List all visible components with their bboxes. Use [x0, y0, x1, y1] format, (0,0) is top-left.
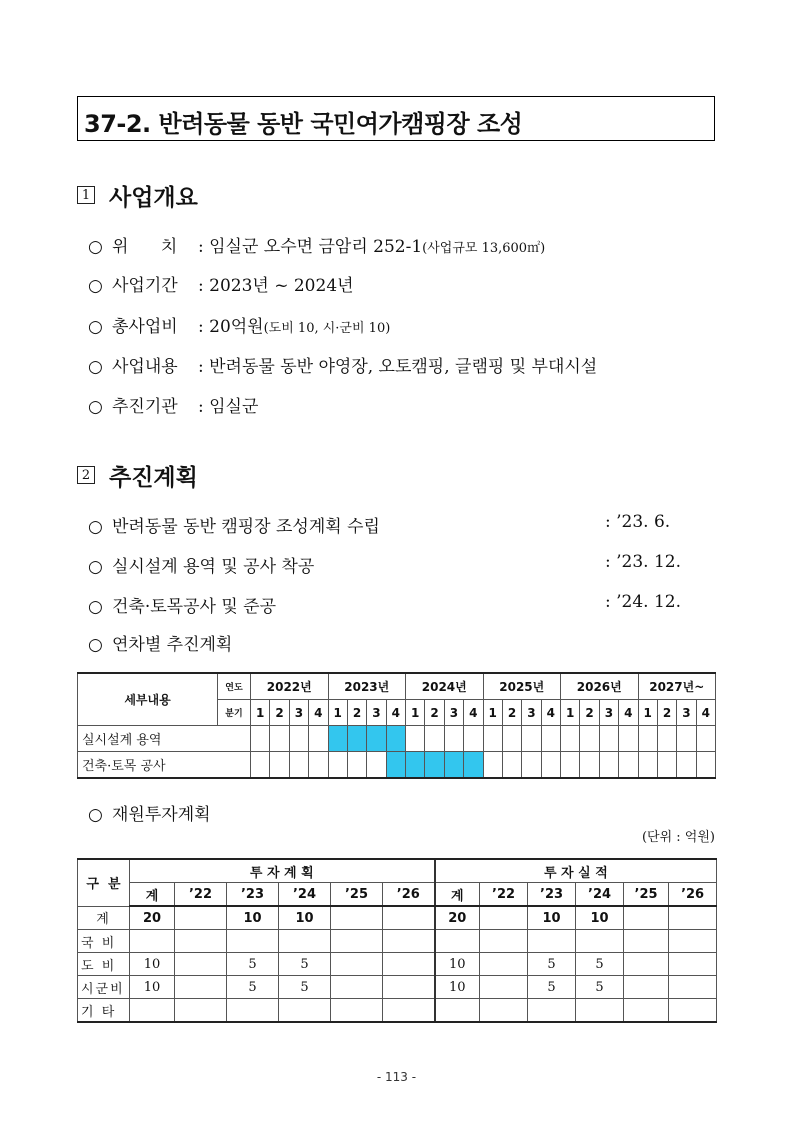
invest-cell [480, 930, 528, 953]
invest-cell [624, 999, 669, 1023]
invest-cell: 10 [435, 976, 480, 999]
invest-cell [480, 999, 528, 1023]
gantt-cell [696, 726, 715, 752]
invest-cell [624, 953, 669, 976]
gantt-cell [289, 726, 308, 752]
gantt-quarter: 1 [638, 700, 657, 726]
bullet-circle-icon: ○ [88, 276, 103, 296]
schedule-text: 실시설계 용역 및 공사 착공 [112, 557, 315, 577]
invest-row-label: 기 타 [78, 999, 130, 1023]
gantt-year: 2024년 [406, 673, 484, 700]
gantt-cell-filled [444, 752, 463, 779]
item-value: : 임실군 [198, 397, 259, 417]
item-value: : 2023년 ~ 2024년 [198, 276, 354, 296]
gantt-task-row [78, 726, 716, 752]
gantt-cell [561, 726, 580, 752]
item-value: : 20억원 [198, 317, 264, 337]
invest-cell: 5 [279, 976, 331, 999]
gantt-cell [677, 726, 696, 752]
gantt-quarter: 1 [561, 700, 580, 726]
schedule-item [88, 592, 276, 617]
invest-cell: 20 [435, 906, 480, 930]
invest-col-label: 구 분 [78, 859, 130, 906]
invest-cell: 20 [130, 906, 175, 930]
invest-cell [130, 999, 175, 1023]
schedule-item [88, 512, 380, 537]
schedule-item [88, 552, 314, 577]
gantt-quarter: 3 [367, 700, 386, 726]
gantt-cell [309, 752, 328, 779]
item-value: : 임실군 오수면 금암리 252-1 [198, 237, 423, 257]
invest-subheader: ’25 [331, 883, 383, 907]
gantt-cell [561, 752, 580, 779]
item-key: 위 치 [112, 237, 178, 257]
gantt-cell [696, 752, 715, 779]
schedule-date: : ’23. 12. [605, 552, 682, 572]
invest-cell [624, 930, 669, 953]
gantt-cell [522, 752, 541, 779]
gantt-quarter: 3 [677, 700, 696, 726]
schedule-date: : ’23. 6. [605, 512, 671, 532]
gantt-year: 2022년 [251, 673, 329, 700]
gantt-cell [483, 726, 502, 752]
invest-cell [624, 976, 669, 999]
gantt-cell-filled [425, 752, 444, 779]
gantt-quarter: 4 [696, 700, 715, 726]
gantt-cell-filled [367, 726, 386, 752]
invest-subheader: ’22 [175, 883, 227, 907]
gantt-cell [541, 752, 560, 779]
section-2-heading [77, 460, 198, 490]
yearly-plan-text: 연차별 추진계획 [112, 635, 233, 655]
gantt-cell [425, 726, 444, 752]
invest-cell [279, 999, 331, 1023]
invest-cell [576, 930, 624, 953]
invest-cell: 10 [435, 953, 480, 976]
invest-cell [383, 930, 435, 953]
section-1-number: 1 [77, 186, 95, 204]
invest-cell [669, 906, 717, 930]
bullet-circle-icon: ○ [88, 237, 103, 257]
gantt-quarter: 1 [406, 700, 425, 726]
gantt-quarter: 1 [328, 700, 347, 726]
item-key: 추진기관 [112, 397, 178, 417]
invest-cell [480, 953, 528, 976]
invest-cell [331, 906, 383, 930]
bullet-circle-icon: ○ [88, 557, 103, 577]
invest-row-label: 계 [78, 906, 130, 930]
gantt-cell-filled [328, 726, 347, 752]
investment-table [77, 858, 717, 1023]
gantt-quarter-label: 분기 [218, 700, 251, 726]
overview-item-agency [88, 392, 258, 417]
gantt-quarter: 2 [657, 700, 676, 726]
schedule-text: 반려동물 동반 캠핑장 조성계획 수립 [112, 517, 380, 537]
overview-item-content [88, 352, 597, 377]
invest-cell: 5 [528, 976, 576, 999]
invest-cell [669, 953, 717, 976]
gantt-quarter: 3 [522, 700, 541, 726]
invest-cell: 10 [227, 906, 279, 930]
bullet-circle-icon: ○ [88, 597, 103, 617]
invest-cell: 5 [576, 953, 624, 976]
gantt-quarter: 4 [541, 700, 560, 726]
invest-cell: 5 [227, 953, 279, 976]
gantt-cell [599, 726, 618, 752]
invest-row [78, 930, 717, 953]
gantt-year-row [78, 673, 716, 700]
invest-subheader: ’24 [279, 883, 331, 907]
gantt-cell [638, 752, 657, 779]
gantt-col-label: 세부내용 [78, 673, 218, 726]
section-1-title: 사업개요 [109, 184, 198, 211]
gantt-cell [657, 752, 676, 779]
invest-row [78, 953, 717, 976]
gantt-quarter: 2 [425, 700, 444, 726]
gantt-cell [251, 752, 270, 779]
item-key: 사업내용 [112, 357, 178, 377]
invest-cell [669, 999, 717, 1023]
gantt-task-row [78, 752, 716, 779]
invest-row-label: 시군비 [78, 976, 130, 999]
invest-row-label: 도 비 [78, 953, 130, 976]
invest-cell [528, 930, 576, 953]
invest-cell [175, 953, 227, 976]
invest-cell [435, 930, 480, 953]
invest-cell [669, 976, 717, 999]
invest-cell [175, 999, 227, 1023]
gantt-cell [483, 752, 502, 779]
gantt-quarter: 3 [599, 700, 618, 726]
gantt-cell-filled [386, 726, 405, 752]
page-title-box [77, 96, 715, 141]
overview-item-period [88, 271, 354, 296]
gantt-cell [541, 726, 560, 752]
gantt-cell [309, 726, 328, 752]
unit-label: (단위 : 억원) [641, 830, 715, 845]
bullet-circle-icon: ○ [88, 397, 103, 417]
invest-cell: 10 [279, 906, 331, 930]
invest-cell [279, 930, 331, 953]
invest-cell [576, 999, 624, 1023]
invest-cell [480, 976, 528, 999]
section-2-number: 2 [77, 466, 95, 484]
funding-plan-label [88, 800, 211, 825]
invest-cell [227, 930, 279, 953]
page-number: - 113 - [376, 1070, 417, 1084]
gantt-quarter: 2 [270, 700, 289, 726]
invest-subheader: ’23 [528, 883, 576, 907]
gantt-cell [580, 752, 599, 779]
invest-cell: 10 [130, 953, 175, 976]
gantt-cell-filled [347, 726, 366, 752]
gantt-quarter: 4 [386, 700, 405, 726]
overview-item-location [88, 232, 545, 257]
gantt-cell-filled [386, 752, 405, 779]
invest-cell [528, 999, 576, 1023]
item-note: (사업규모 13,600㎡) [422, 241, 546, 256]
gantt-cell [619, 726, 638, 752]
gantt-quarter: 4 [464, 700, 483, 726]
gantt-cell [619, 752, 638, 779]
gantt-task-label: 건축·토목 공사 [78, 752, 251, 779]
gantt-year-label: 연도 [218, 673, 251, 700]
gantt-cell [580, 726, 599, 752]
gantt-cell [464, 726, 483, 752]
section-1-heading [77, 180, 198, 210]
gantt-year: 2027년~ [638, 673, 716, 700]
item-value: : 반려동물 동반 야영장, 오토캠핑, 글램핑 및 부대시설 [198, 357, 598, 377]
invest-subheader: ’26 [669, 883, 717, 907]
invest-cell [383, 976, 435, 999]
invest-cell: 10 [130, 976, 175, 999]
item-note: (도비 10, 시·군비 10) [263, 321, 391, 336]
gantt-quarter: 2 [580, 700, 599, 726]
invest-cell [480, 906, 528, 930]
gantt-quarter: 4 [309, 700, 328, 726]
gantt-quarter: 3 [444, 700, 463, 726]
gantt-quarter: 2 [502, 700, 521, 726]
gantt-quarter: 4 [619, 700, 638, 726]
invest-cell [331, 999, 383, 1023]
gantt-cell [677, 752, 696, 779]
gantt-cell [444, 726, 463, 752]
invest-subheader: ’22 [480, 883, 528, 907]
bullet-circle-icon: ○ [88, 517, 103, 537]
invest-plan-header: 투 자 계 획 [130, 859, 435, 883]
bullet-circle-icon: ○ [88, 805, 103, 825]
invest-cell [227, 999, 279, 1023]
gantt-cell [367, 752, 386, 779]
bullet-circle-icon: ○ [88, 357, 103, 377]
gantt-year: 2025년 [483, 673, 561, 700]
invest-row [78, 906, 717, 930]
section-2-title: 추진계획 [109, 464, 198, 491]
page-title: 37-2. 반려동물 동반 국민여가캠핑장 조성 [84, 110, 523, 138]
invest-subheader: 계 [435, 883, 480, 907]
gantt-cell [328, 752, 347, 779]
invest-cell [669, 930, 717, 953]
invest-cell [331, 976, 383, 999]
gantt-year: 2023년 [328, 673, 406, 700]
invest-cell: 10 [576, 906, 624, 930]
gantt-cell [251, 726, 270, 752]
gantt-cell [270, 726, 289, 752]
invest-cell [175, 930, 227, 953]
invest-cell [383, 906, 435, 930]
invest-cell [175, 906, 227, 930]
item-key: 총사업비 [112, 317, 178, 337]
gantt-cell-filled [406, 752, 425, 779]
invest-cell [331, 930, 383, 953]
invest-cell: 10 [528, 906, 576, 930]
invest-subheader-row [78, 883, 717, 907]
overview-item-budget [88, 312, 390, 337]
gantt-cell [347, 752, 366, 779]
invest-subheader: ’25 [624, 883, 669, 907]
gantt-cell [657, 726, 676, 752]
gantt-task-label: 실시설계 용역 [78, 726, 251, 752]
invest-cell [383, 999, 435, 1023]
invest-cell [383, 953, 435, 976]
invest-cell: 5 [528, 953, 576, 976]
gantt-cell [502, 752, 521, 779]
yearly-plan-label [88, 630, 232, 655]
invest-subheader: ’23 [227, 883, 279, 907]
gantt-cell [638, 726, 657, 752]
gantt-cell [502, 726, 521, 752]
gantt-year: 2026년 [561, 673, 639, 700]
invest-actual-header: 투 자 실 적 [435, 859, 717, 883]
gantt-cell [289, 752, 308, 779]
gantt-quarter: 2 [347, 700, 366, 726]
gantt-cell [406, 726, 425, 752]
invest-header-row [78, 859, 717, 883]
gantt-quarter: 1 [251, 700, 270, 726]
invest-cell: 5 [227, 976, 279, 999]
gantt-quarter: 1 [483, 700, 502, 726]
invest-subheader: ’24 [576, 883, 624, 907]
item-key: 사업기간 [112, 276, 178, 296]
bullet-circle-icon: ○ [88, 635, 103, 655]
gantt-cell-filled [464, 752, 483, 779]
invest-row-label: 국 비 [78, 930, 130, 953]
invest-cell: 5 [279, 953, 331, 976]
invest-subheader: 계 [130, 883, 175, 907]
gantt-cell [522, 726, 541, 752]
schedule-date: : ’24. 12. [605, 592, 682, 612]
invest-subheader: ’26 [383, 883, 435, 907]
invest-cell [331, 953, 383, 976]
invest-cell: 5 [576, 976, 624, 999]
schedule-text: 건축·토목공사 및 준공 [112, 597, 277, 617]
funding-plan-text: 재원투자계획 [112, 805, 211, 825]
invest-cell [175, 976, 227, 999]
invest-cell [624, 906, 669, 930]
gantt-table [77, 672, 716, 779]
invest-row [78, 999, 717, 1023]
invest-cell [435, 999, 480, 1023]
gantt-cell [270, 752, 289, 779]
bullet-circle-icon: ○ [88, 317, 103, 337]
invest-cell [130, 930, 175, 953]
invest-row [78, 976, 717, 999]
gantt-cell [599, 752, 618, 779]
gantt-quarter: 3 [289, 700, 308, 726]
